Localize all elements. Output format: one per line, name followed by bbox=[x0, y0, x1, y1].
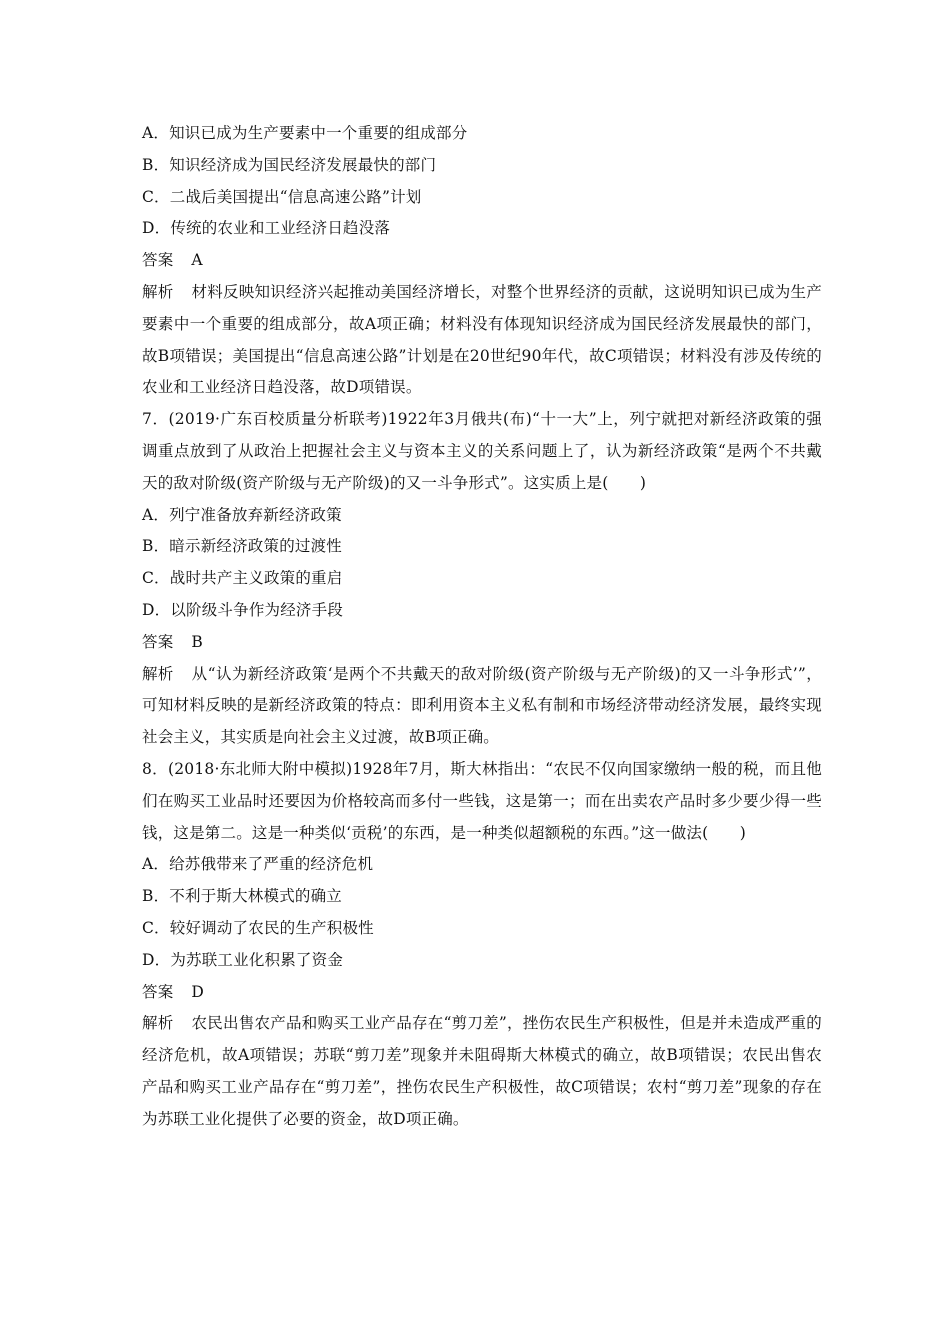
q7-stem: 7．(2019·广东百校质量分析联考)1922年3月俄共(布)“十一大”上，列宁就把对新经济政策的强调重点放到了从政治上把握社会主义与资本主义的关系问题上了，认为新经济政策“是两个不共戴天的敌对阶级(资产阶级与无产阶级)的又一斗争形式”。这实质上是( ) bbox=[142, 410, 822, 492]
q8-analysis bbox=[142, 1008, 822, 1135]
q7-options bbox=[142, 500, 822, 627]
q8-option-c: C．较好调动了农民的生产积极性 bbox=[142, 918, 374, 937]
analysis-text: 从“认为新经济政策‘是两个不共戴天的敌对阶级(资产阶级与无产阶级)的又一斗争形式’”，可知材料反映的是新经济政策的特点：即利用资本主义私有制和市场经济带动经济发展，最终实现社会主义，其实质是向社会主义过渡，故B项正确。 bbox=[142, 664, 822, 747]
q6-analysis bbox=[142, 277, 822, 404]
analysis-label: 解析 bbox=[142, 1014, 174, 1033]
q6-option-b: B．知识经济成为国民经济发展最快的部门 bbox=[142, 155, 437, 174]
q6-answer bbox=[142, 245, 822, 277]
analysis-text: 材料反映知识经济兴起推动美国经济增长，对整个世界经济的贡献，这说明知识已成为生产要素中一个重要的组成部分，故A项正确；材料没有体现知识经济成为国民经济发展最快的部门，故B项错误；美国提出“信息高速公路”计划是在20世纪90年代，故C项错误；材料没有涉及传统的农业和工业经济日趋没落，故D项错误。 bbox=[142, 282, 822, 397]
q8-option-a: A．给苏俄带来了严重的经济危机 bbox=[142, 855, 374, 874]
q6-options bbox=[142, 118, 822, 245]
q7-option-a: A．列宁准备放弃新经济政策 bbox=[142, 505, 342, 524]
answer-label: 答案 bbox=[142, 632, 174, 651]
answer-label: 答案 bbox=[142, 251, 174, 270]
q8-stem: 8．(2018·东北师大附中模拟)1928年7月，斯大林指出：“农民不仅向国家缴纳一般的税，而且他们在购买工业品时还要因为价格较高而多付一些钱，这是第一；而在出卖农产品时多少要少得一些钱，这是第二。这是一种类似‘贡税’的东西，是一种类似超额税的东西。”这一做法( ) bbox=[142, 759, 822, 842]
analysis-text: 农民出售农产品和购买工业产品存在“剪刀差”，挫伤农民生产积极性，但是并未造成严重的经济危机，故A项错误；苏联“剪刀差”现象并未阻碍斯大林模式的确立，故B项错误；农民出售农产品和购买工业产品存在“剪刀差”，挫伤农民生产积极性，故C项错误；农村“剪刀差”现象的存在为苏联工业化提供了必要的资金，故D项正确。 bbox=[142, 1014, 822, 1128]
analysis-label: 解析 bbox=[142, 282, 174, 301]
q8-answer bbox=[142, 977, 822, 1009]
q8-option-b: B．不利于斯大林模式的确立 bbox=[142, 887, 342, 906]
q6-option-c: C．二战后美国提出“信息高速公路”计划 bbox=[142, 187, 422, 206]
document-page bbox=[142, 118, 822, 1136]
q7-answer bbox=[142, 627, 822, 659]
answer-value: D bbox=[191, 982, 205, 1001]
q7-analysis bbox=[142, 659, 822, 754]
answer-value: B bbox=[191, 632, 203, 651]
q8-options bbox=[142, 849, 822, 976]
q7-option-c: C．战时共产主义政策的重启 bbox=[142, 569, 343, 588]
answer-value: A bbox=[191, 251, 203, 270]
analysis-label: 解析 bbox=[142, 664, 174, 683]
q8-option-d: D．为苏联工业化积累了资金 bbox=[142, 950, 344, 969]
q7-option-d: D．以阶级斗争作为经济手段 bbox=[142, 600, 344, 619]
q6-option-a: A．知识已成为生产要素中一个重要的组成部分 bbox=[142, 124, 468, 142]
q7-option-b: B．暗示新经济政策的过渡性 bbox=[142, 537, 342, 556]
answer-label: 答案 bbox=[142, 982, 174, 1001]
q6-option-d: D．传统的农业和工业经济日趋没落 bbox=[142, 219, 391, 238]
